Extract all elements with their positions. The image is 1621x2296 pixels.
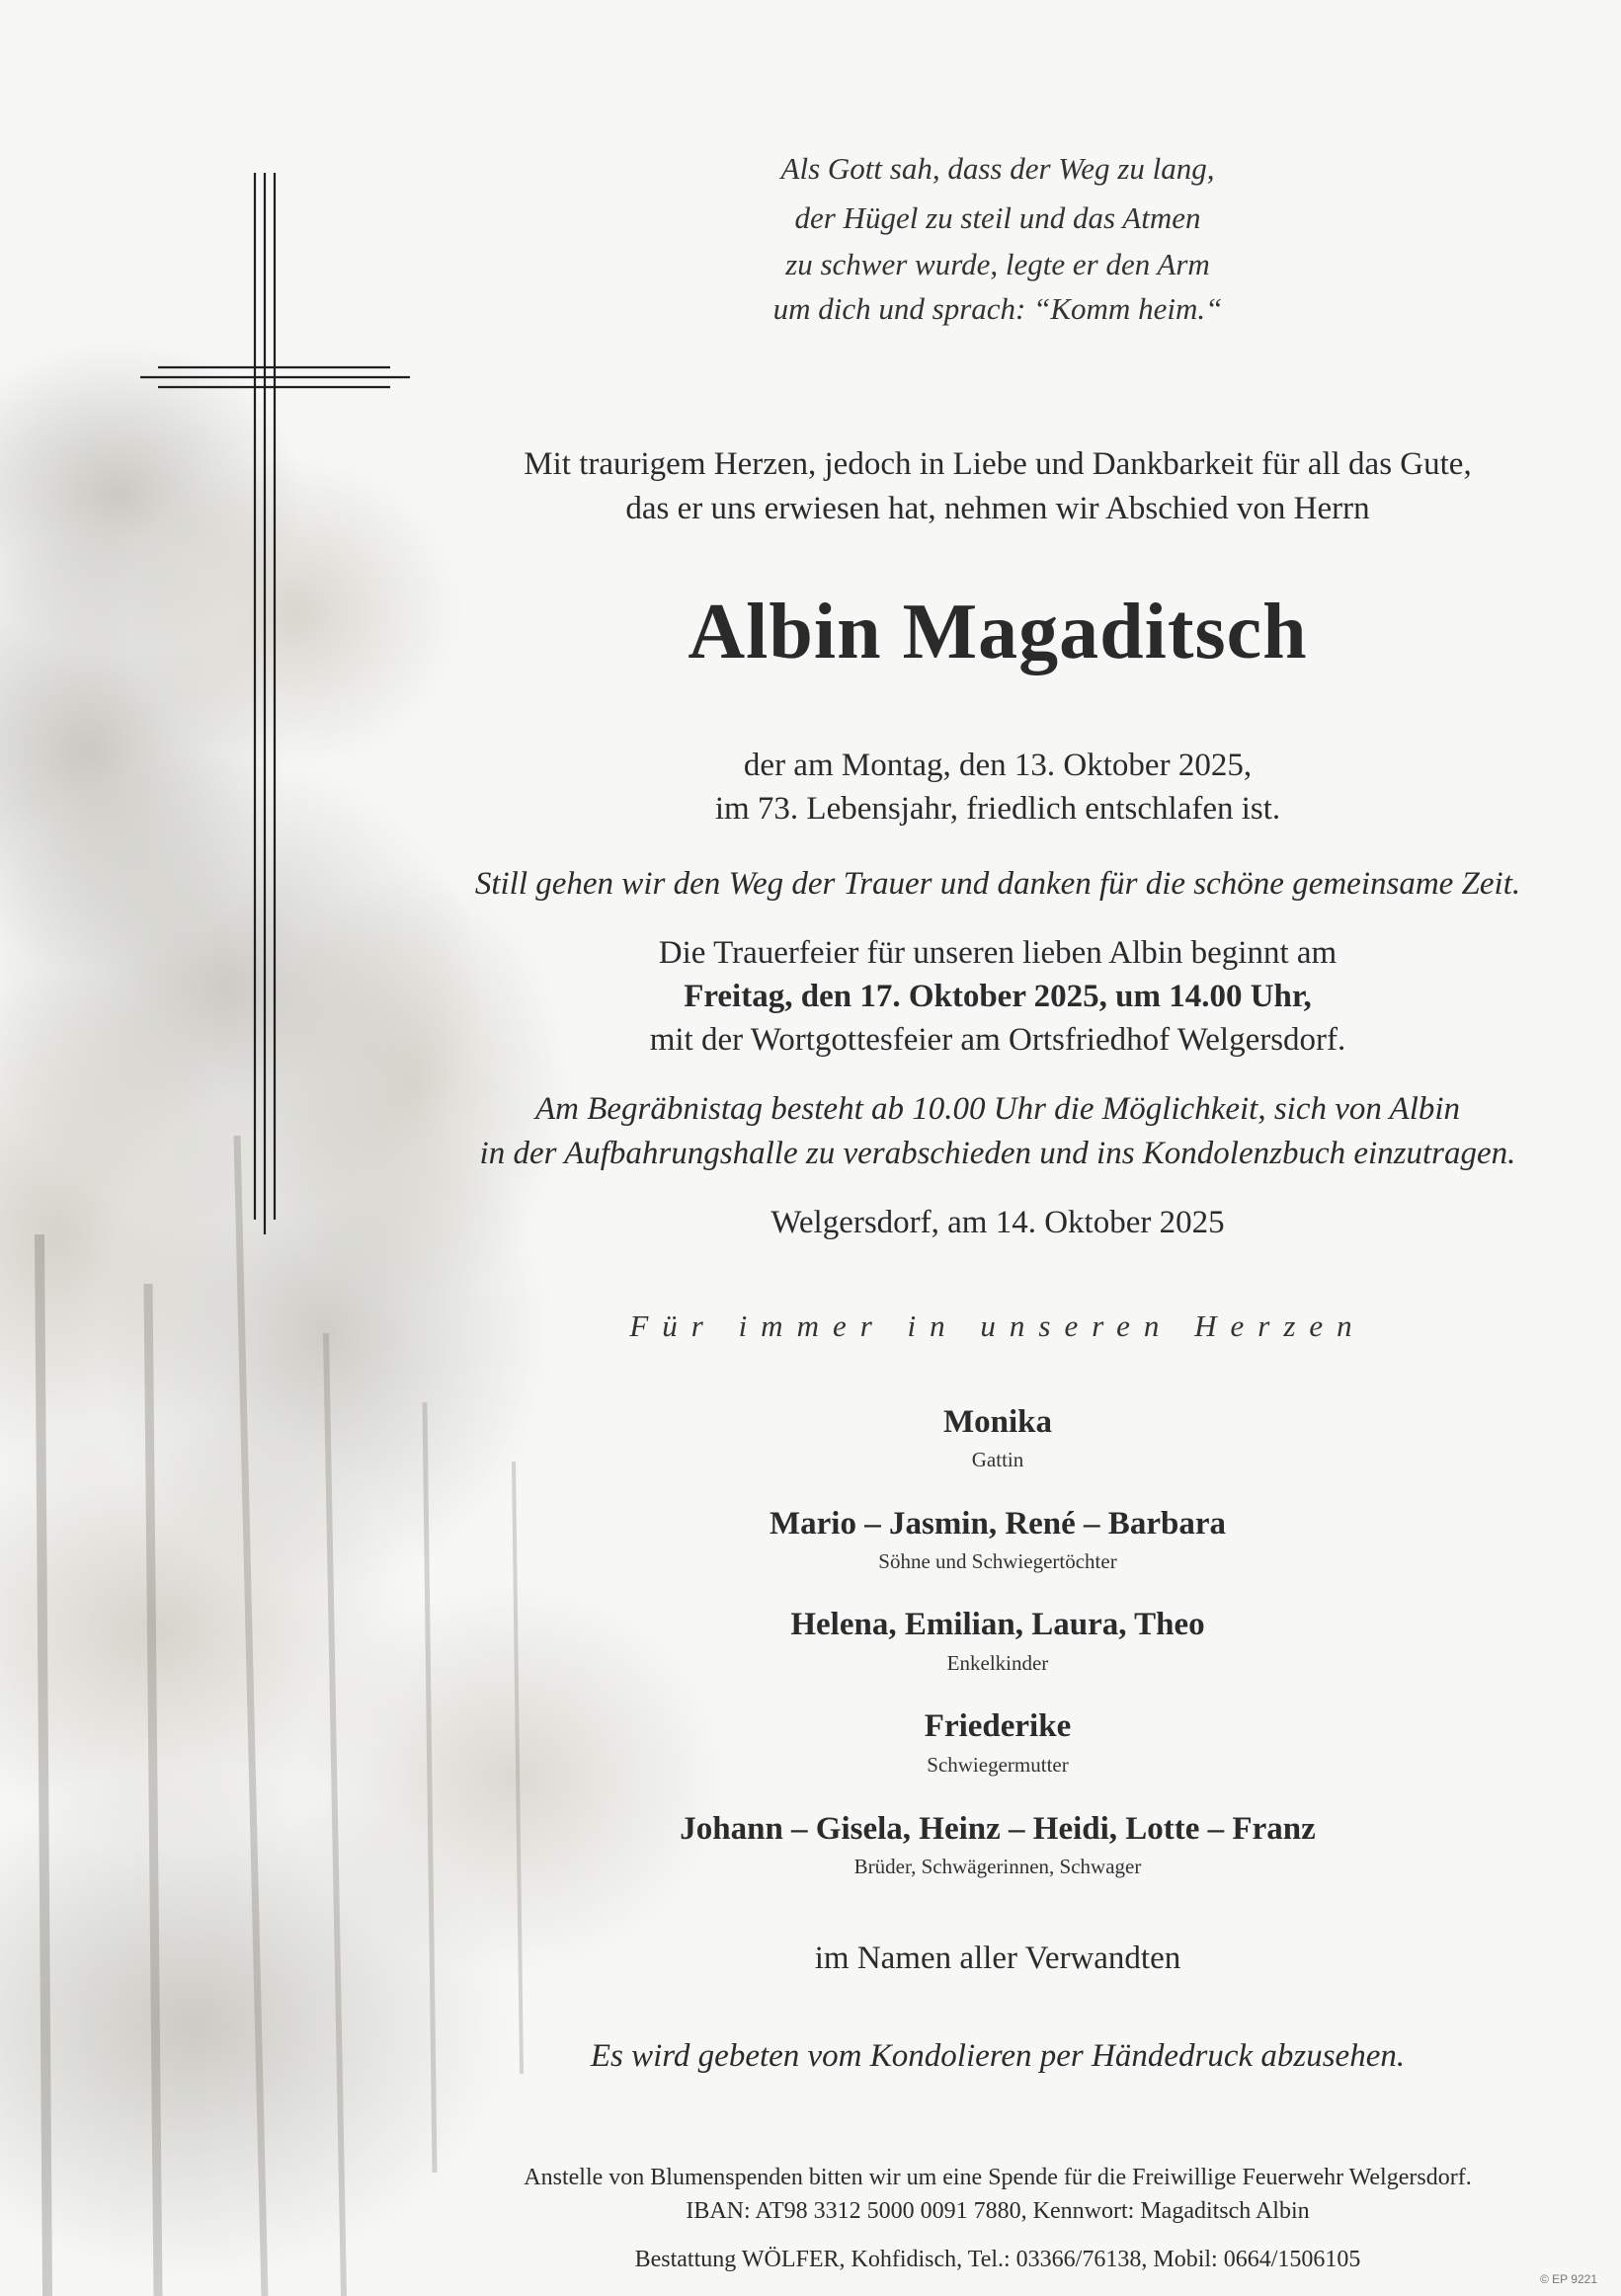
death-info-line: der am Montag, den 13. Oktober 2025,	[743, 748, 1253, 783]
relatives-line: im Namen aller Verwandten	[814, 1940, 1181, 1976]
poem-line: zu schwer wurde, legte er den Arm	[785, 247, 1210, 281]
donation-line: IBAN: AT98 3312 5000 0091 7880, Kennwort: Magaditsch Albin	[686, 2198, 1310, 2224]
family-member-role: Gattin	[971, 1448, 1024, 1471]
poem-line: Als Gott sah, dass der Weg zu lang,	[780, 151, 1215, 186]
viewing-line: in der Aufbahrungshalle zu verabschieden und ins Kondolenzbuch einzutragen.	[479, 1136, 1516, 1171]
family-member-names: Johann – Gisela, Heinz – Heidi, Lotte – Franz	[680, 1811, 1316, 1847]
place-date: Welgersdorf, am 14. Oktober 2025	[770, 1205, 1225, 1240]
poem-line: der Hügel zu steil und das Atmen	[794, 200, 1201, 235]
family-member-role: Söhne und Schwiegertöchter	[878, 1549, 1117, 1573]
undertaker-line: Bestattung WÖLFER, Kohfidisch, Tel.: 03366/76138, Mobil: 0664/1506105	[634, 2247, 1361, 2272]
intro-line: Mit traurigem Herzen, jedoch in Liebe und Dankbarkeit für all das Gute,	[524, 446, 1472, 482]
family-member-role: Brüder, Schwägerinnen, Schwager	[853, 1855, 1142, 1878]
print-code: © EP 9221	[1540, 2272, 1597, 2286]
family-member-role: Enkelkinder	[946, 1651, 1049, 1675]
poem-line: um dich und sprach: “Komm heim.“	[772, 291, 1223, 326]
viewing-line: Am Begräbnistag besteht ab 10.00 Uhr die Möglichkeit, sich von Albin	[534, 1091, 1461, 1127]
death-info-line: im 73. Lebensjahr, friedlich entschlafen ist.	[714, 791, 1281, 827]
family-member-names: Mario – Jasmin, René – Barbara	[770, 1506, 1226, 1542]
ceremony-location: mit der Wortgottesfeier am Ortsfriedhof Welgersdorf.	[649, 1022, 1346, 1058]
cross-icon	[0, 0, 435, 1264]
intro-line: das er uns erwiesen hat, nehmen wir Abschied von Herrn	[625, 491, 1370, 526]
family-member-names: Monika	[942, 1404, 1053, 1440]
motto: Still gehen wir den Weg der Trauer und danken für die schöne gemeinsame Zeit.	[474, 866, 1521, 902]
deceased-name: Albin Magaditsch	[688, 589, 1308, 675]
condolence-note: Es wird gebeten vom Kondolieren per Händedruck abzusehen.	[590, 2038, 1406, 2074]
ceremony-intro: Die Trauerfeier für unseren lieben Albin beginnt am	[658, 935, 1337, 971]
ceremony-date-time: Freitag, den 17. Oktober 2025, um 14.00 Uhr,	[684, 979, 1312, 1014]
donation-line: Anstelle von Blumenspenden bitten wir um eine Spende für die Freiwillige Feuerwehr Welgersdorf.	[524, 2165, 1472, 2190]
obituary-text	[415, 0, 1580, 2296]
forever-line: Für immer in unseren Herzen	[629, 1308, 1366, 1343]
family-member-names: Helena, Emilian, Laura, Theo	[790, 1607, 1205, 1642]
family-member-names: Friederike	[924, 1708, 1072, 1744]
family-member-role: Schwiegermutter	[927, 1753, 1069, 1777]
